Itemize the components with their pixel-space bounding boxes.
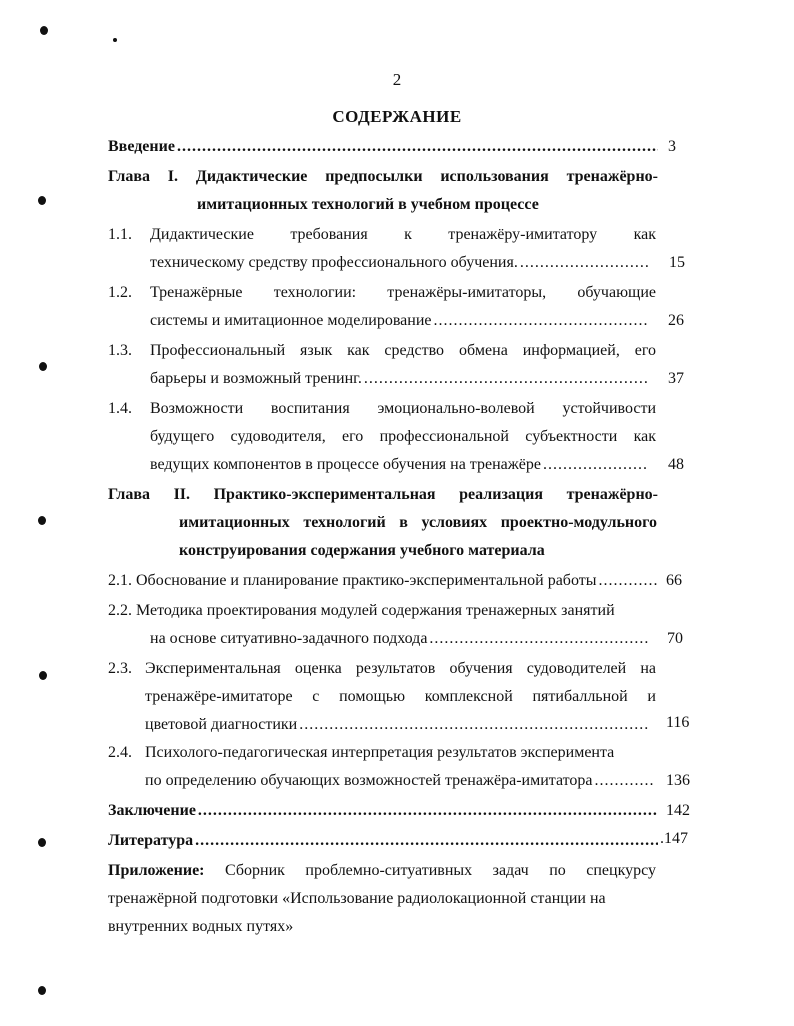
scan-speck: [38, 196, 46, 205]
toc-page-number: 116: [666, 714, 690, 731]
toc-page-number: 26: [668, 312, 684, 329]
toc-section-number: 1.2.: [108, 284, 132, 301]
toc-chapter-2-line: Глава II. Практико-экспериментальная реализация тренажёрно-: [108, 486, 658, 503]
toc-section-line: системы и имитационное моделирование .....: [150, 310, 648, 332]
toc-entry-label: Введение: [108, 138, 175, 155]
toc-page-number: .147: [660, 830, 688, 847]
toc-appendix-line: тренажёрной подготовки «Использование радиолокационной станции на: [108, 890, 606, 907]
toc-appendix-line: внутренних водных путях»: [108, 918, 294, 935]
page-number: 2: [392, 70, 402, 89]
toc-section-number: 1.3.: [108, 342, 132, 359]
toc-section-number: 2.3.: [108, 660, 132, 677]
toc-appendix-line: Приложение: Сборник проблемно-ситуативных задач по спецкурсу: [108, 862, 657, 879]
toc-chapter-2-line: конструирования содержания учебного материала: [179, 542, 545, 559]
toc-section-line: цветовой диагностики .....: [145, 714, 648, 736]
toc-page-number: 66: [666, 572, 682, 589]
scan-speck: [38, 838, 46, 847]
toc-section-line: ведущих компонентов в процессе обучения на тренажёре .....: [150, 454, 648, 476]
toc-section-number: 1.1.: [108, 226, 132, 243]
toc-section-line: 2.2. Методика проектирования модулей содержания тренажерных занятий: [108, 602, 615, 619]
scan-speck: [39, 362, 47, 371]
toc-section-number: 1.4.: [108, 400, 132, 417]
toc-entry-label: Заключение: [108, 802, 196, 819]
toc-section-line: Экспериментальная оценка результатов обучения судоводителей на: [145, 660, 656, 677]
toc-entry-label: Литература: [108, 832, 194, 849]
toc-section-line: Тренажёрные технологии: тренажёры-имитаторы, обучающие: [150, 284, 656, 301]
scan-speck: [113, 38, 117, 42]
toc-page-number: 3: [668, 138, 676, 155]
toc-section-line: Дидактические требования к тренажёру-имитатору как: [150, 226, 656, 243]
toc-section-line: техническому средству профессионального обучения. .....: [150, 252, 648, 274]
toc-chapter-1-line: имитационных технологий в учебном процессе: [197, 196, 539, 213]
toc-page-number: 136: [666, 772, 690, 789]
toc-section-line: будущего судоводителя, его профессиональной субъектности как: [150, 428, 656, 445]
toc-section-line: тренажёре-имитаторе с помощью комплексной пятибалльной и: [145, 688, 656, 705]
toc-entry-intro: [108, 136, 658, 158]
toc-chapter-2-line: имитационных технологий в условиях проектно-модульного: [179, 514, 657, 531]
scan-speck: [39, 671, 47, 680]
toc-page-number: 15: [669, 254, 685, 271]
toc-appendix-label: Приложение:: [108, 862, 205, 879]
toc-chapter-1-line: Глава I. Дидактические предпосылки использования тренажёрно-: [108, 168, 658, 185]
toc-title: СОДЕРЖАНИЕ: [332, 107, 462, 126]
toc-section-line: Психолого-педагогическая интерпретация результатов эксперимента: [145, 744, 615, 761]
toc-section-line: барьеры и возможный тренинг. .....: [150, 368, 648, 390]
toc-page-number: 37: [668, 370, 684, 387]
toc-section-line: по определению обучающих возможностей тренажёра-имитатора .....: [145, 770, 653, 792]
scan-speck: [40, 26, 48, 35]
toc-section-line: Профессиональный язык как средство обмена информацией, его: [150, 342, 656, 359]
scan-speck: [38, 986, 46, 995]
toc-page-number: 142: [666, 802, 690, 819]
toc-entry-conclusion: [108, 800, 658, 822]
scan-speck: [38, 516, 46, 525]
toc-page-number: 48: [668, 456, 684, 473]
toc-entry-literature: [108, 830, 658, 852]
toc-page-number: 70: [667, 630, 683, 647]
toc-section-number: 2.4.: [108, 744, 132, 761]
toc-section-line: Возможности воспитания эмоционально-волевой устойчивости: [150, 400, 656, 417]
toc-section-line: на основе ситуативно-задачного подхода .....: [150, 628, 648, 650]
toc-section-line: 2.1. Обоснование и планирование практико-экспериментальной работы .....: [108, 570, 658, 592]
